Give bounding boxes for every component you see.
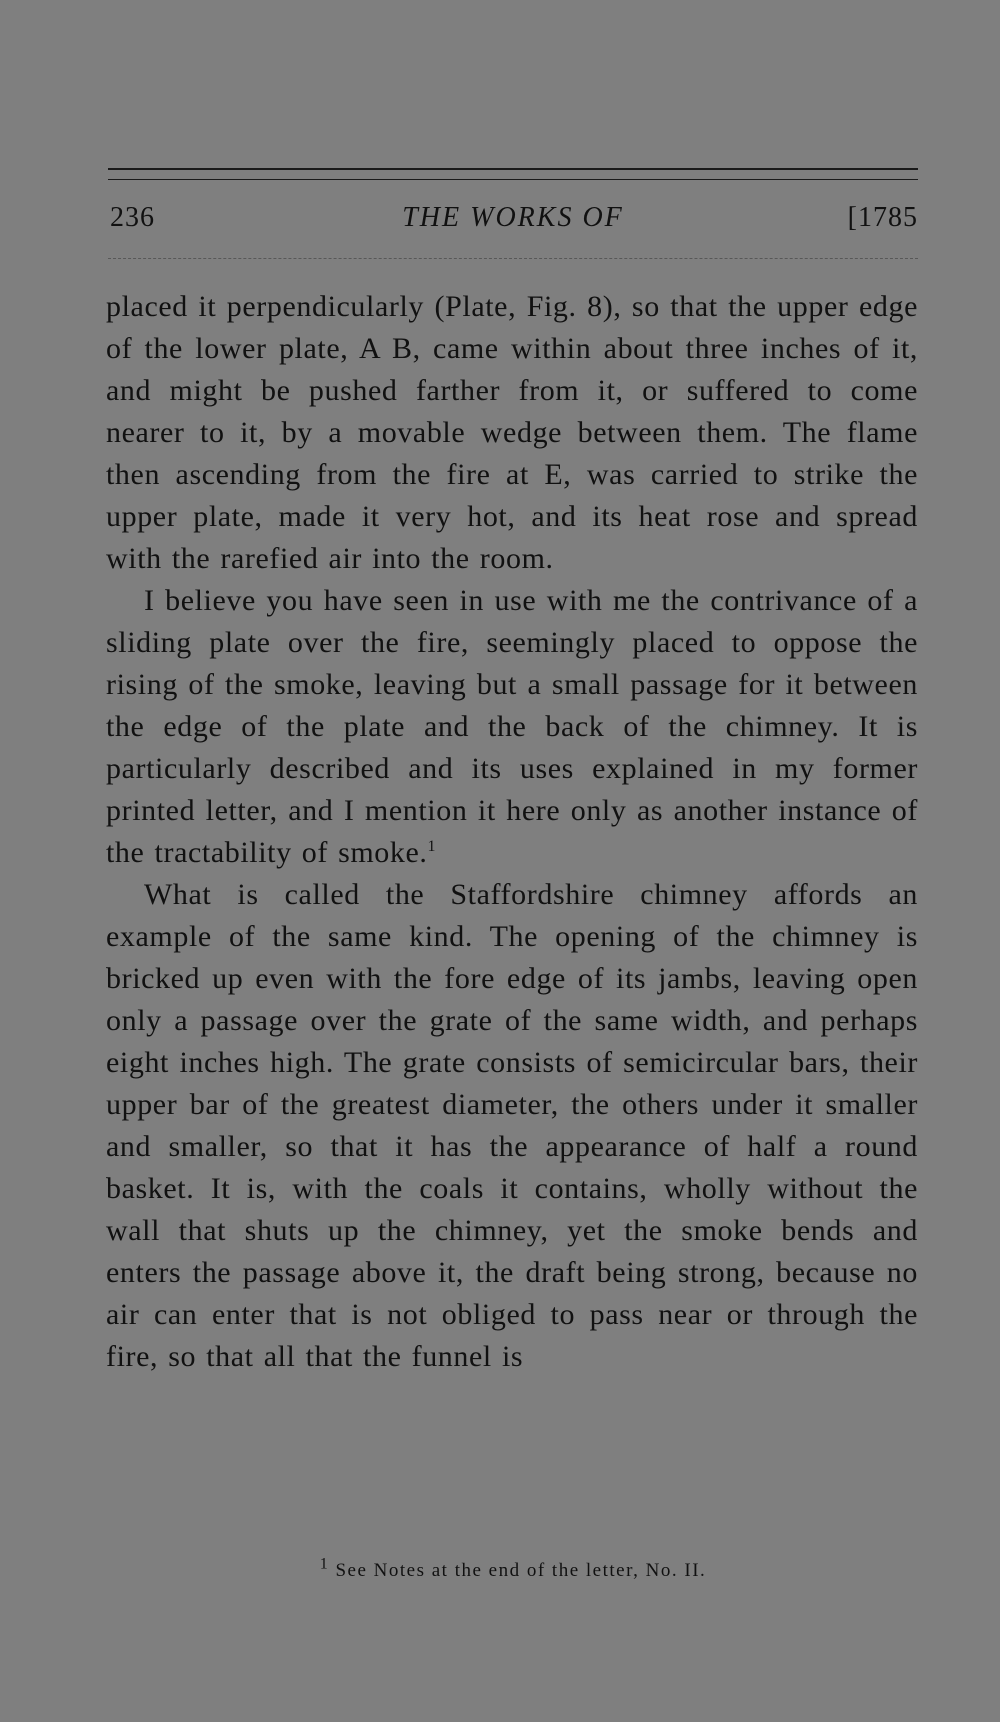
page-year: [1785: [847, 202, 918, 233]
page-header: [108, 202, 918, 242]
header-rule-thick: [108, 168, 918, 170]
footnote-text: See Notes at the end of the letter, No. II.: [335, 1560, 707, 1581]
paragraph: [106, 286, 918, 580]
paragraph-text: I believe you have seen in use with me the contrivance of a sliding plate over the fire, seemingly placed to oppose the rising of the smoke, leaving but a small passage for it between the edge of the plate and the back of the chimney. It is particularly described and its uses explained in my former printed letter, and I mention it here only as another instance of the tractability of smoke.: [106, 584, 918, 869]
running-title: THE WORKS OF: [402, 202, 624, 233]
paragraph-text: What is called the Staffordshire chimney affords an example of the same kind. The opening of the chimney is bricked up even with the fore edge of its jambs, leaving open only a passage over the grate of the same width, and perhaps eight inches high. The grate consists of semicircular bars, their upper bar of the greatest diameter, the others under it smaller and smaller, so that it has the appearance of half a round basket. It is, with the coals it contains, wholly without the wall that shuts up the chimney, yet the smoke bends and enters the passage above it, the draft being strong, because no air can enter that is not obliged to pass near or through the fire, so that all that the funnel is: [106, 878, 918, 1373]
footnote-reference[interactable]: 1: [427, 838, 437, 855]
paragraph: [106, 874, 918, 1378]
paragraph-text: placed it perpendicularly (Plate, Fig. 8), so that the upper edge of the lower plate, A B, came within about three inches of it, and might be pushed farther from it, or suffered to come nearer to it, by a movable wedge between them. The flame then ascending from the fire at E, was carried to strike the upper plate, made it very hot, and its heat rose and spread with the rarefied air into the room.: [106, 290, 918, 575]
header-rule-thin: [108, 179, 918, 180]
header-rule-dashed: [108, 258, 918, 259]
footnote: [108, 1555, 918, 1582]
body-text: [106, 286, 918, 1378]
footnote-mark: 1: [319, 1555, 330, 1573]
page-number: 236: [110, 202, 155, 233]
paragraph: [106, 580, 918, 874]
